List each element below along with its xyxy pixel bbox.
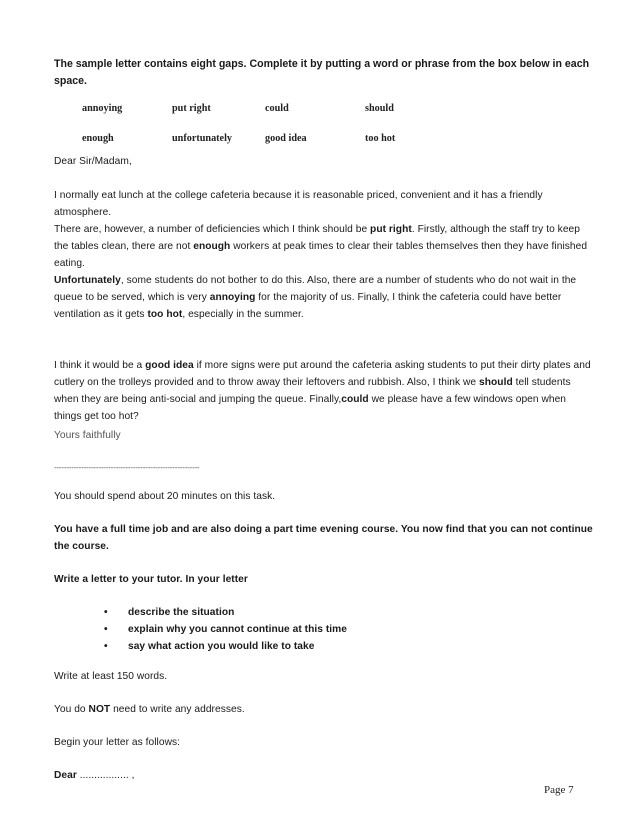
gap-answer: Unfortunately [54, 275, 121, 286]
begin-note: Begin your letter as follows: [54, 737, 181, 748]
task-bullet-list [104, 604, 584, 655]
letter-salutation: Dear Sir/Madam, [54, 156, 132, 167]
gap-answer: annoying [209, 292, 256, 303]
word-box-row [82, 103, 462, 133]
letter-paragraph-2: I think it would be a good idea if more signs were put around the cafeteria asking students to put their dirty plates and cutlery on the trolleys provided and to throw away their leftovers and rubbish. Also, I think we should tell students when they are being anti-social and jumping the queue. Finally,could we please have a few windows open when things get too hot? [54, 360, 591, 422]
task-instructions: The sample letter contains eight gaps. Complete it by putting a word or phrase from the box below in each space. [54, 58, 590, 87]
page-number: Page 7 [544, 784, 574, 796]
letter-closing: Yours faithfully [54, 430, 121, 441]
task-bullet: • say what action you would like to take [104, 638, 584, 655]
gap-answer: should [479, 377, 513, 388]
signature-line: ----------------------------------------------------------- [54, 463, 200, 472]
word-option: too hot [365, 133, 396, 144]
word-option: should [365, 103, 394, 114]
word-option: put right [172, 103, 211, 114]
bullet-icon: • [104, 624, 108, 635]
task-prompt: Write a letter to your tutor. In your letter [54, 574, 248, 585]
gap-answer: too hot [147, 309, 183, 320]
letter-sentence: I normally eat lunch at the college cafeteria because it is reasonable priced, convenient and it has a friendly atmosphere. [54, 190, 543, 218]
word-option: annoying [82, 103, 123, 114]
bullet-icon: • [104, 607, 108, 618]
gap-answer: put right [370, 224, 412, 235]
task-bullet: • explain why you cannot continue at this time [104, 621, 584, 638]
task-situation: You have a full time job and are also doing a part time evening course. You now find that you can not continue the course. [54, 524, 593, 552]
letter-sentence: There are, however, a number of deficiencies which I think should be put right. Firstly, although the staff try to keep the tables clean, there are not enough workers at peak times to clear their tables themselves then they have finished eating. [54, 224, 588, 269]
gap-answer: enough [193, 241, 231, 252]
word-option: unfortunately [172, 133, 232, 144]
task-bullet: • describe the situation [104, 604, 584, 621]
word-count-requirement: Write at least 150 words. [54, 671, 168, 682]
word-option: good idea [265, 133, 307, 144]
bullet-icon: • [104, 641, 108, 652]
letter-sentence: Unfortunately, some students do not bother to do this. Also, there are a number of students who do not wait in the queue to be served, which is very annoying for the majority of us. Finally, I think the cafeteria could have better ventilation as it gets too hot, especially in the summer. [54, 275, 577, 320]
word-option: enough [82, 133, 114, 144]
gap-answer: could [341, 394, 369, 405]
word-option: could [265, 103, 289, 114]
address-note: You do NOT need to write any addresses. [54, 704, 245, 715]
letter-paragraph-1 [54, 187, 594, 323]
task-time: You should spend about 20 minutes on this task. [54, 491, 276, 502]
gap-answer: good idea [145, 360, 194, 371]
letter-opening-template: Dear ................. , [54, 770, 135, 781]
